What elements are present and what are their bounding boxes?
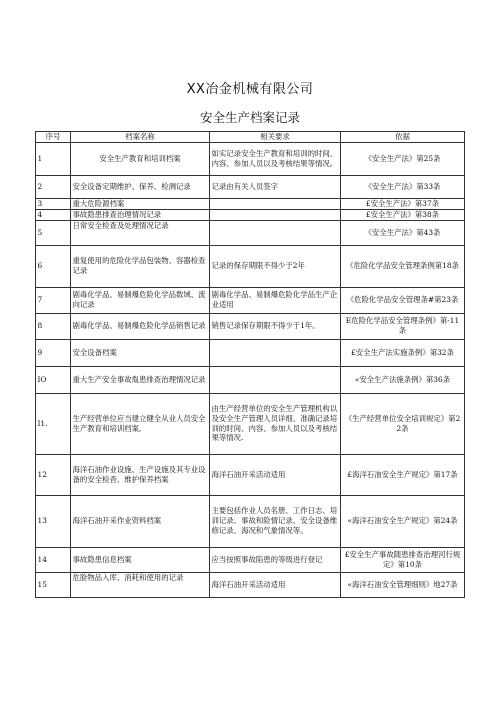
record-requirement bbox=[210, 199, 341, 210]
record-requirement: 由生产经营单位的安全生产管理机构以及安全生产管理人员详细、准确记录培训的时间、内容、参加人员以及考核结果等情况. bbox=[210, 393, 341, 454]
record-name: 危脸物品入库、消耗和使用的记录 bbox=[71, 572, 210, 597]
record-requirement: 海洋石油开采活动适用 bbox=[210, 454, 341, 495]
safety-records-table bbox=[35, 131, 465, 598]
record-basis: 《安全生产法》第25条 bbox=[341, 143, 465, 176]
column-header-basis: 依据 bbox=[341, 132, 465, 143]
record-basis: £海洋石油安全生产规定》第17条 bbox=[341, 454, 465, 495]
record-name: 海洋石油开采作业资料档案 bbox=[71, 495, 210, 547]
record-name: 安全生产教育和培训档案 bbox=[71, 143, 210, 176]
record-requirement bbox=[210, 209, 341, 220]
row-number: 9 bbox=[36, 339, 71, 366]
table-row bbox=[36, 495, 465, 547]
record-name: 重大危险源档案 bbox=[71, 199, 210, 210]
table-row bbox=[36, 393, 465, 454]
table-row bbox=[36, 572, 465, 597]
table-row bbox=[36, 287, 465, 313]
record-name: 生产经营单位应当建立健全从业人员安全生产教育和培训档案, bbox=[71, 393, 210, 454]
record-basis: 《危险化学品安全管理条例第18条 bbox=[341, 245, 465, 287]
record-basis: 《安全生产法》第33条 bbox=[341, 176, 465, 199]
record-requirement: 应当按照事故陷患的等级进行登记 bbox=[210, 547, 341, 572]
record-requirement bbox=[210, 366, 341, 393]
record-requirement: 如实记录安全生产教育和培训的时间、内容、参加人员以及考核结果等情况。 bbox=[210, 143, 341, 176]
column-header-requirement: 相关要求 bbox=[210, 132, 341, 143]
record-name: 剧毒化学品、易制爆危险化学品数域、流向记录 bbox=[71, 287, 210, 313]
table-row bbox=[36, 245, 465, 287]
document-title: 安全生产档案记录 bbox=[199, 110, 300, 125]
table-row bbox=[36, 454, 465, 495]
record-name: 安全设备定期维护、保养、检测记录 bbox=[71, 176, 210, 199]
record-requirement: 销售记录保存期限不得少于1年。 bbox=[210, 313, 341, 339]
row-number: 13 bbox=[36, 495, 71, 547]
record-basis: E危险化学品安全管理条例》第-11条 bbox=[341, 313, 465, 339]
record-requirement bbox=[210, 339, 341, 366]
table-row bbox=[36, 547, 465, 572]
row-number: 7 bbox=[36, 287, 71, 313]
table-row bbox=[36, 199, 465, 210]
company-name: XX冶金机械有限公司 bbox=[186, 82, 314, 97]
table-row bbox=[36, 366, 465, 393]
row-number: 2 bbox=[36, 176, 71, 199]
record-basis: £安全生产法》第37条 bbox=[341, 199, 465, 210]
record-requirement: 记录由有关人员签字 bbox=[210, 176, 341, 199]
column-header-name: 档案名称 bbox=[71, 132, 210, 143]
record-basis: £安全生产法实施条例》第32条 bbox=[341, 339, 465, 366]
record-requirement: 主要包括作业人员名册、工作日志、培训记录、事故和险情记录、安全设备维修记录、海况和气象情况等。 bbox=[210, 495, 341, 547]
table-row bbox=[36, 339, 465, 366]
table-header-row bbox=[36, 132, 465, 143]
table-row bbox=[36, 176, 465, 199]
row-number: 8 bbox=[36, 313, 71, 339]
record-name: 日常安全检查及处理情况记录 bbox=[71, 220, 210, 245]
row-number: 1 bbox=[36, 143, 71, 176]
table-row bbox=[36, 143, 465, 176]
record-basis: «安全生产法施条例》第36条 bbox=[341, 366, 465, 393]
record-requirement: 剧毒化学品、易制爆危险化学品生产企业适用 bbox=[210, 287, 341, 313]
row-number: 4 bbox=[36, 209, 71, 220]
record-requirement: 记录的保存期限不得少于2年 bbox=[210, 245, 341, 287]
record-name: 安全设备档案 bbox=[71, 339, 210, 366]
record-basis: «海洋石油安全生产规定》第24条 bbox=[341, 495, 465, 547]
row-number: 14 bbox=[36, 547, 71, 572]
record-name: 海洋石油作业设施、生产设施及其专业设备的安全检杳、维护保养档案 bbox=[71, 454, 210, 495]
record-requirement bbox=[210, 220, 341, 245]
record-basis: 《安全生产法》第43条 bbox=[341, 220, 465, 245]
record-name: 剧毒化学品、易制爆危险化学品销售记录 bbox=[71, 313, 210, 339]
column-header-no: 序号 bbox=[36, 132, 71, 143]
record-name: 重大生产安全事故胤患排查治理情况记录 bbox=[71, 366, 210, 393]
record-basis: £安全生产法》第38条 bbox=[341, 209, 465, 220]
row-number: IO bbox=[36, 366, 71, 393]
table-row bbox=[36, 313, 465, 339]
record-basis: 《危险化学品安全管理条#第23条 bbox=[341, 287, 465, 313]
row-number: 5 bbox=[36, 220, 71, 245]
record-name: 事故隐患信息档案 bbox=[71, 547, 210, 572]
record-basis: «海洋石油安全管理细则》地27条 bbox=[341, 572, 465, 597]
row-number: 12 bbox=[36, 454, 71, 495]
record-basis: 《生产经营单位安全培训规定》第22条 bbox=[341, 393, 465, 454]
record-requirement: 海洋石油开采活动适用 bbox=[210, 572, 341, 597]
table-row bbox=[36, 209, 465, 220]
record-name: 事故隐患排查治理情况记录 bbox=[71, 209, 210, 220]
record-basis: £安全生产事故随患排查治理河行规定》第10条 bbox=[341, 547, 465, 572]
record-name: 重复使用的危险化学品包装物、容器检查记录 bbox=[71, 245, 210, 287]
row-number: 15 bbox=[36, 572, 71, 597]
row-number: I1. bbox=[36, 393, 71, 454]
row-number: 3 bbox=[36, 199, 71, 210]
table-row bbox=[36, 220, 465, 245]
row-number: 6 bbox=[36, 245, 71, 287]
